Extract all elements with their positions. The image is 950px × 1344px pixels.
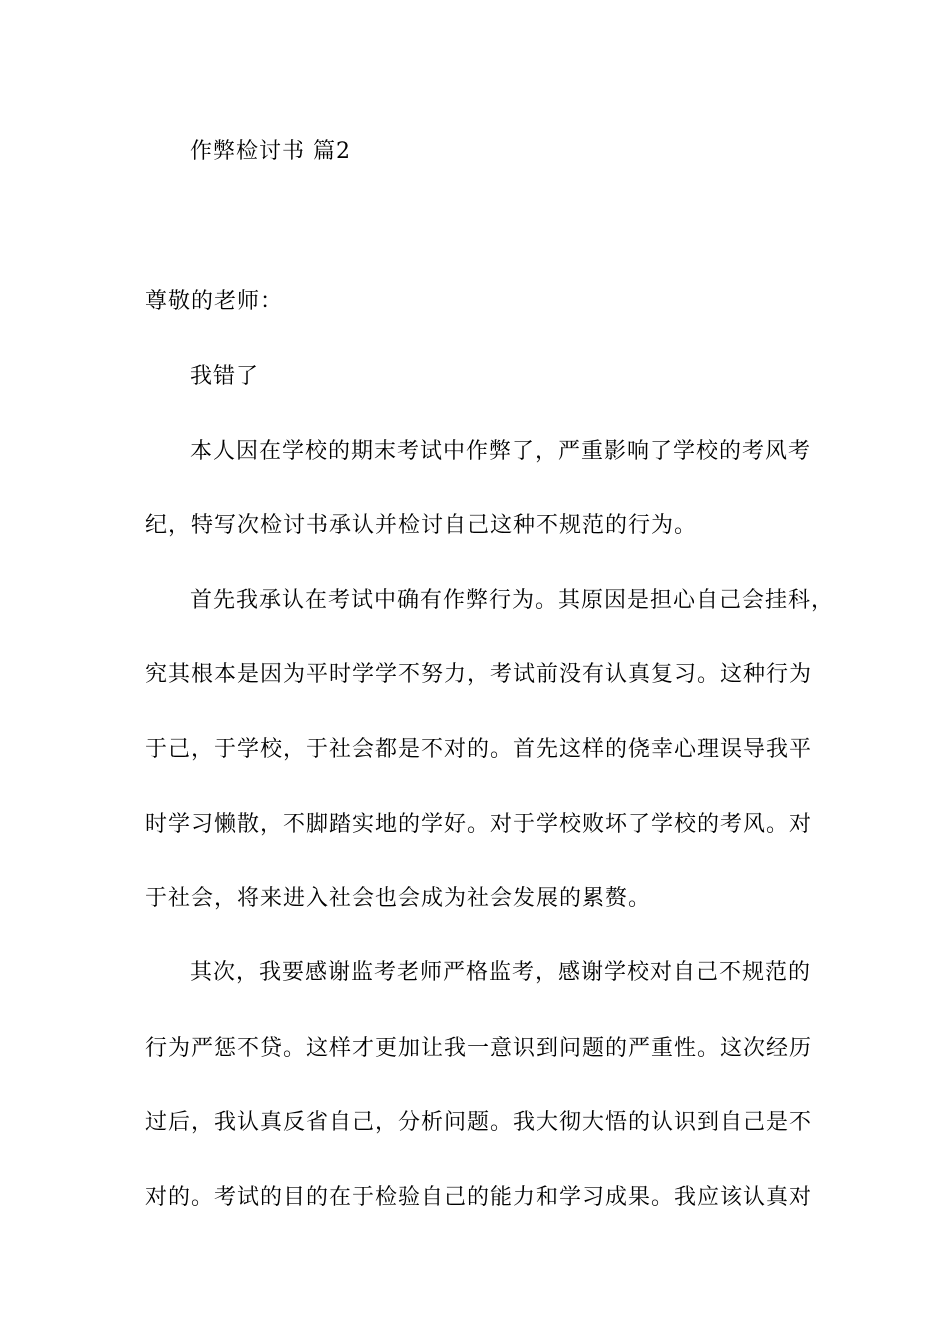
paragraph-line: 纪，特写次检讨书承认并检讨自己这种不规范的行为。: [145, 513, 698, 538]
paragraph-line: 于社会，将来进入社会也会成为社会发展的累赘。: [145, 886, 652, 911]
paragraph-line: 本人因在学校的期末考试中作弊了，严重影响了学校的考风考: [190, 439, 812, 464]
paragraph-line: 过后，我认真反省自己，分析问题。我大彻大悟的认识到自己是不: [145, 1110, 813, 1135]
paragraph-line: 行为严惩不贷。这样才更加让我一意识到问题的严重性。这次经历: [145, 1036, 813, 1061]
document-title: 作弊检讨书 篇2: [190, 139, 351, 164]
paragraph-line: 我错了: [190, 364, 260, 389]
paragraph-line: 其次，我要感谢监考老师严格监考，感谢学校对自己不规范的: [190, 960, 812, 985]
paragraph-line: 对的。考试的目的在于检验自己的能力和学习成果。我应该认真对: [145, 1185, 813, 1210]
paragraph-line: 时学习懒散，不脚踏实地的学好。对于学校败坏了学校的考风。对: [145, 812, 813, 837]
paragraph-line: 究其根本是因为平时学学不努力，考试前没有认真复习。这种行为: [145, 662, 813, 687]
paragraph-line: 于己，于学校，于社会都是不对的。首先这样的侥幸心理误导我平: [145, 737, 813, 762]
salutation: 尊敬的老师：: [145, 289, 284, 314]
paragraph-line: 首先我承认在考试中确有作弊行为。其原因是担心自己会挂科，: [190, 588, 835, 613]
